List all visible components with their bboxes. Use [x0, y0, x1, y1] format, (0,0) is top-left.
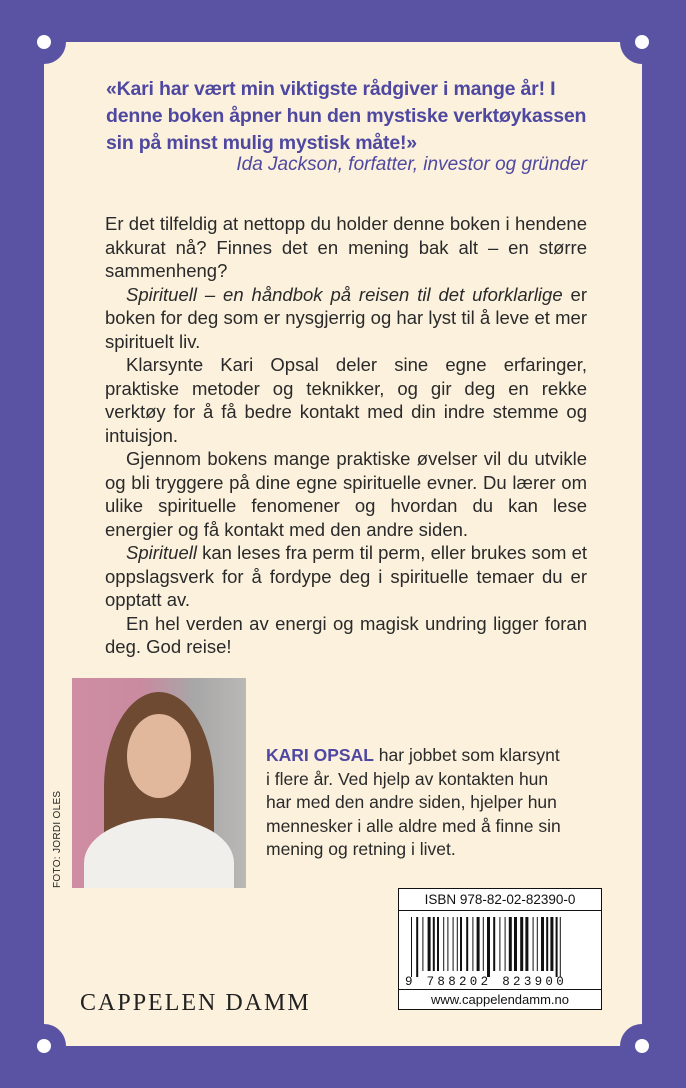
barcode-bar [466, 917, 468, 971]
barcode-bar [537, 917, 538, 971]
barcode-bar [546, 917, 548, 971]
barcode-bar [550, 917, 553, 971]
barcode-bar [416, 917, 418, 977]
author-name: KARI OPSAL [266, 745, 374, 765]
barcode-bar [460, 917, 462, 971]
barcode-bar [437, 917, 439, 971]
barcode-bar [453, 917, 454, 971]
blurb-text: kan leses fra perm til perm, eller brukes som et oppslagsverk for å fordype deg i spirituelle temaer du er opptatt av. [105, 542, 587, 610]
barcode [409, 917, 593, 977]
barcode-bar [509, 917, 512, 971]
isbn-barcode-box [398, 888, 602, 1010]
barcode-bar [525, 917, 528, 971]
author-bio [266, 744, 566, 862]
book-title: Spirituell – en håndbok på reisen til det uforklarlige [126, 283, 563, 305]
publisher-logo: CAPPELEN DAMM [80, 990, 311, 1016]
author-bio-text: har jobbet som klarsynt i flere år. Ved hjelp av kontakten hun har med den andre siden, hjelper hun mennesker i alle aldre med å finne sin mening og retning i livet. [266, 745, 561, 859]
back-cover-panel [44, 42, 642, 1046]
barcode-bar [560, 917, 561, 977]
author-photo [72, 678, 246, 888]
corner-ornament [22, 20, 66, 64]
blurb-paragraph: Klarsynte Kari Opsal deler sine egne erfaringer, praktiske metoder og teknikker, og gir deg en rekke verktøy for å få bedre kontakt med din indre stemme og intuisjon. [105, 354, 587, 446]
barcode-bar [472, 917, 473, 971]
book-title-short: Spirituell [126, 542, 197, 563]
barcode-bar [483, 917, 484, 971]
blurb-paragraph [105, 283, 587, 354]
publisher-url: www.cappelendamm.no [399, 989, 601, 1009]
photo-credit: FOTO: JORDI OLES [52, 790, 63, 888]
isbn-label: ISBN 978-82-02-82390-0 [399, 889, 601, 911]
barcode-bar [533, 917, 534, 971]
corner-ornament [22, 1024, 66, 1068]
barcode-bar [514, 917, 517, 971]
blurb-paragraph: Er det tilfeldig at nettopp du holder denne boken i hendene akkurat nå? Finnes det en mening bak alt – en større sammenheng? [105, 213, 587, 281]
photo-face [127, 714, 191, 798]
blurb-text: er boken for deg som er nysgjerrig og har lyst til å leve et mer spirituelt liv. [105, 283, 587, 352]
barcode-bar [556, 917, 558, 977]
corner-ornament [620, 1024, 664, 1068]
barcode-bar [493, 917, 495, 971]
blurb-paragraph: Gjennom bokens mange praktiske øvelser vil du utvikle og bli tryggere på dine egne spirituelle evner. Du lærer om ulike spirituelle fenomener og hvordan du kan lese energier og få kontakt med den andre siden. [105, 448, 587, 540]
barcode-bar [457, 917, 458, 971]
barcode-bar [541, 917, 544, 971]
barcode-bar [428, 917, 431, 971]
quote-attribution: Ida Jackson, forfatter, investor og gründer [236, 154, 587, 175]
corner-ornament [620, 20, 664, 64]
endorsement-quote: «Kari har vært min viktigste rådgiver i mange år! I denne boken åpner hun den mystiske verktøykassen sin på minst mulig mystisk måte!» [106, 78, 587, 154]
barcode-bar [505, 917, 506, 971]
barcode-bar [477, 917, 480, 971]
barcode-bar [447, 917, 448, 971]
barcode-digits: 9 788202 823900 [405, 975, 568, 989]
barcode-bar [443, 917, 444, 971]
barcode-bar [499, 917, 500, 971]
barcode-bar [422, 917, 423, 971]
barcode-bar [411, 917, 412, 977]
barcode-bar [487, 917, 490, 977]
blurb [105, 212, 587, 659]
blurb-paragraph: En hel verden av energi og magisk undring ligger foran deg. God reise! [105, 612, 587, 657]
barcode-bar [433, 917, 435, 971]
blurb-paragraph [105, 541, 587, 612]
barcode-bar [520, 917, 523, 971]
